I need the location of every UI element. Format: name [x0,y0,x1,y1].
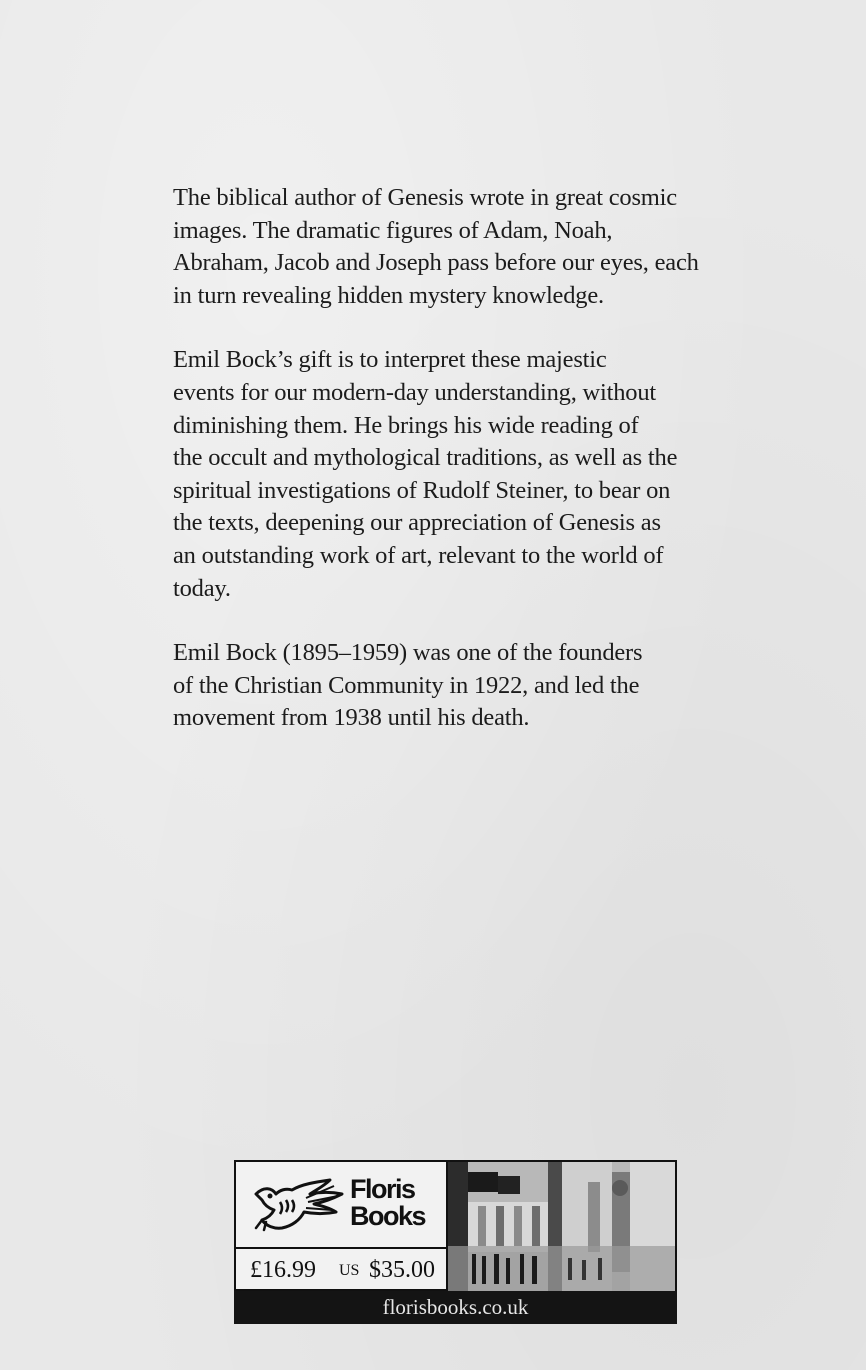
price-gbp: £16.99 [250,1257,316,1283]
publisher-panel [234,1160,448,1291]
blurb-text [173,182,748,767]
blurb-line: of the Christian Community in 1922, and led the [173,671,640,699]
blurb-line: events for our modern-day understanding, without [173,378,657,406]
blurb-line: diminishing them. He brings his wide reading of [173,411,639,439]
blurb-line: today. [173,574,231,602]
blurb-paragraph-1 [173,182,748,312]
publisher-name [350,1176,425,1230]
blurb-line: Emil Bock’s gift is to interpret these majestic [173,346,607,374]
price-row [236,1249,446,1289]
blurb-line: the occult and mythological traditions, as well as the [173,444,678,472]
blurb-line: images. The dramatic figures of Adam, Noah, [173,216,613,244]
blurred-photo-image [448,1162,677,1291]
blurb-line: The biblical author of Genesis wrote in great cosmic [173,184,677,211]
blurb-line: movement from 1938 until his death. [173,704,530,732]
blurb-line: in turn revealing hidden mystery knowledge. [173,281,604,309]
blurb-line: Emil Bock (1895–1959) was one of the founders [173,639,643,667]
barcode-photo-area [448,1160,677,1291]
blurb-line: Abraham, Jacob and Joseph pass before our eyes, each [173,249,699,277]
publisher-name-line-2: Books [350,1201,426,1231]
publisher-logo [236,1162,446,1249]
author-bio-paragraph [173,637,748,735]
blurb-paragraph-2 [173,344,748,605]
price-usd: $35.00 [369,1257,435,1283]
dove-icon [250,1176,346,1232]
publisher-name-line-1: Floris [350,1174,415,1204]
price-us-label: US [339,1262,360,1279]
publisher-website: florisbooks.co.uk [234,1291,677,1324]
publisher-price-block [234,1160,677,1324]
blurb-line: an outstanding work of art, relevant to the world of [173,541,664,569]
blurb-line: spiritual investigations of Rudolf Steiner, to bear on [173,476,671,504]
blurb-line: the texts, deepening our appreciation of Genesis as [173,509,661,537]
